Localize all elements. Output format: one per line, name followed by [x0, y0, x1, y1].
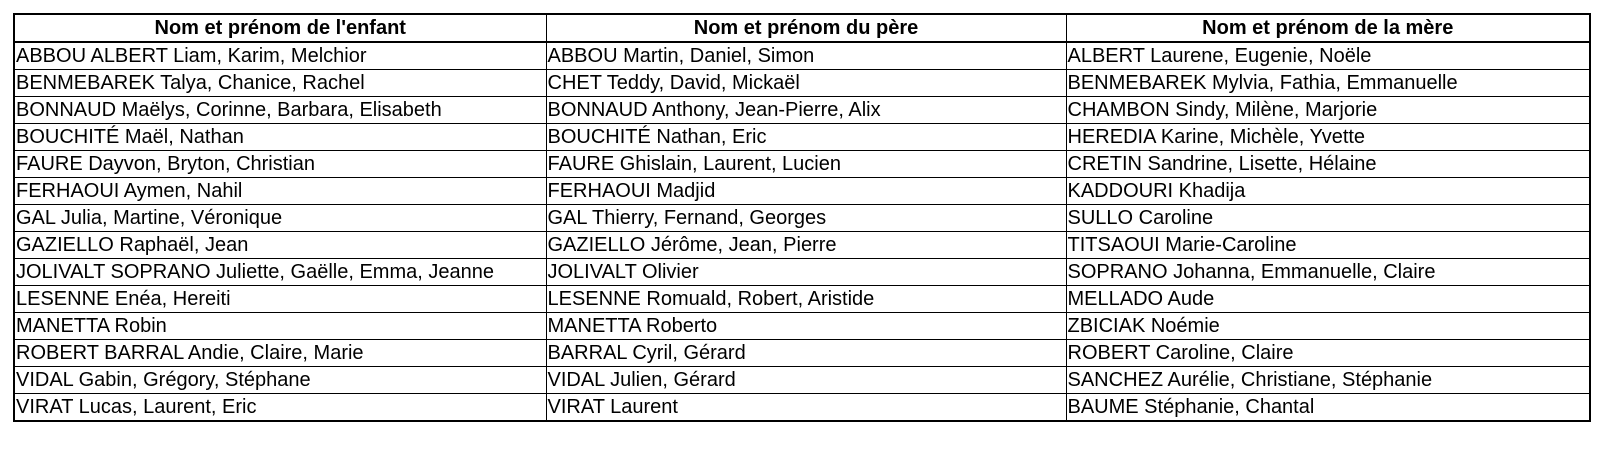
child-name-cell: GAZIELLO Raphaël, Jean: [14, 232, 546, 259]
mother-name-cell: BAUME Stéphanie, Chantal: [1066, 394, 1590, 422]
child-name-cell: LESENNE Enéa, Hereiti: [14, 286, 546, 313]
child-name-cell: BENMEBAREK Talya, Chanice, Rachel: [14, 70, 546, 97]
father-name-cell: LESENNE Romuald, Robert, Aristide: [546, 286, 1066, 313]
table-row: [14, 367, 1590, 394]
table-row: [14, 340, 1590, 367]
mother-name-cell: SULLO Caroline: [1066, 205, 1590, 232]
table-row: [14, 124, 1590, 151]
child-name-cell: ROBERT BARRAL Andie, Claire, Marie: [14, 340, 546, 367]
mother-name-cell: TITSAOUI Marie-Caroline: [1066, 232, 1590, 259]
table-row: [14, 286, 1590, 313]
father-name-cell: GAL Thierry, Fernand, Georges: [546, 205, 1066, 232]
table-row: [14, 394, 1590, 422]
mother-name-cell: SOPRANO Johanna, Emmanuelle, Claire: [1066, 259, 1590, 286]
births-table: [13, 13, 1591, 422]
father-name-cell: FERHAOUI Madjid: [546, 178, 1066, 205]
father-name-cell: BOUCHITÉ Nathan, Eric: [546, 124, 1066, 151]
table-row: [14, 313, 1590, 340]
father-name-cell: VIDAL Julien, Gérard: [546, 367, 1066, 394]
table-row: [14, 205, 1590, 232]
child-name-cell: JOLIVALT SOPRANO Juliette, Gaëlle, Emma, Jeanne: [14, 259, 546, 286]
mother-name-cell: ALBERT Laurene, Eugenie, Noële: [1066, 42, 1590, 70]
father-name-cell: VIRAT Laurent: [546, 394, 1066, 422]
mother-name-cell: CHAMBON Sindy, Milène, Marjorie: [1066, 97, 1590, 124]
child-name-cell: VIRAT Lucas, Laurent, Eric: [14, 394, 546, 422]
child-name-cell: BONNAUD Maëlys, Corinne, Barbara, Elisabeth: [14, 97, 546, 124]
father-name-cell: MANETTA Roberto: [546, 313, 1066, 340]
mother-name-cell: ZBICIAK Noémie: [1066, 313, 1590, 340]
mother-name-cell: MELLADO Aude: [1066, 286, 1590, 313]
table-row: [14, 42, 1590, 70]
father-name-cell: FAURE Ghislain, Laurent, Lucien: [546, 151, 1066, 178]
father-name-cell: BARRAL Cyril, Gérard: [546, 340, 1066, 367]
child-name-cell: MANETTA Robin: [14, 313, 546, 340]
header-mother-name: Nom et prénom de la mère: [1066, 14, 1590, 42]
father-name-cell: CHET Teddy, David, Mickaël: [546, 70, 1066, 97]
mother-name-cell: HEREDIA Karine, Michèle, Yvette: [1066, 124, 1590, 151]
header-row: [14, 14, 1590, 42]
father-name-cell: ABBOU Martin, Daniel, Simon: [546, 42, 1066, 70]
table-row: [14, 70, 1590, 97]
mother-name-cell: SANCHEZ Aurélie, Christiane, Stéphanie: [1066, 367, 1590, 394]
table-header: [14, 14, 1590, 42]
father-name-cell: JOLIVALT Olivier: [546, 259, 1066, 286]
table-row: [14, 97, 1590, 124]
child-name-cell: ABBOU ALBERT Liam, Karim, Melchior: [14, 42, 546, 70]
mother-name-cell: ROBERT Caroline, Claire: [1066, 340, 1590, 367]
father-name-cell: BONNAUD Anthony, Jean-Pierre, Alix: [546, 97, 1066, 124]
table-body: [14, 42, 1590, 421]
mother-name-cell: KADDOURI Khadija: [1066, 178, 1590, 205]
header-father-name: Nom et prénom du père: [546, 14, 1066, 42]
child-name-cell: GAL Julia, Martine, Véronique: [14, 205, 546, 232]
father-name-cell: GAZIELLO Jérôme, Jean, Pierre: [546, 232, 1066, 259]
table-row: [14, 178, 1590, 205]
header-child-name: Nom et prénom de l'enfant: [14, 14, 546, 42]
table-row: [14, 232, 1590, 259]
child-name-cell: VIDAL Gabin, Grégory, Stéphane: [14, 367, 546, 394]
child-name-cell: FAURE Dayvon, Bryton, Christian: [14, 151, 546, 178]
table-row: [14, 259, 1590, 286]
table-row: [14, 151, 1590, 178]
child-name-cell: FERHAOUI Aymen, Nahil: [14, 178, 546, 205]
child-name-cell: BOUCHITÉ Maël, Nathan: [14, 124, 546, 151]
mother-name-cell: BENMEBAREK Mylvia, Fathia, Emmanuelle: [1066, 70, 1590, 97]
mother-name-cell: CRETIN Sandrine, Lisette, Hélaine: [1066, 151, 1590, 178]
